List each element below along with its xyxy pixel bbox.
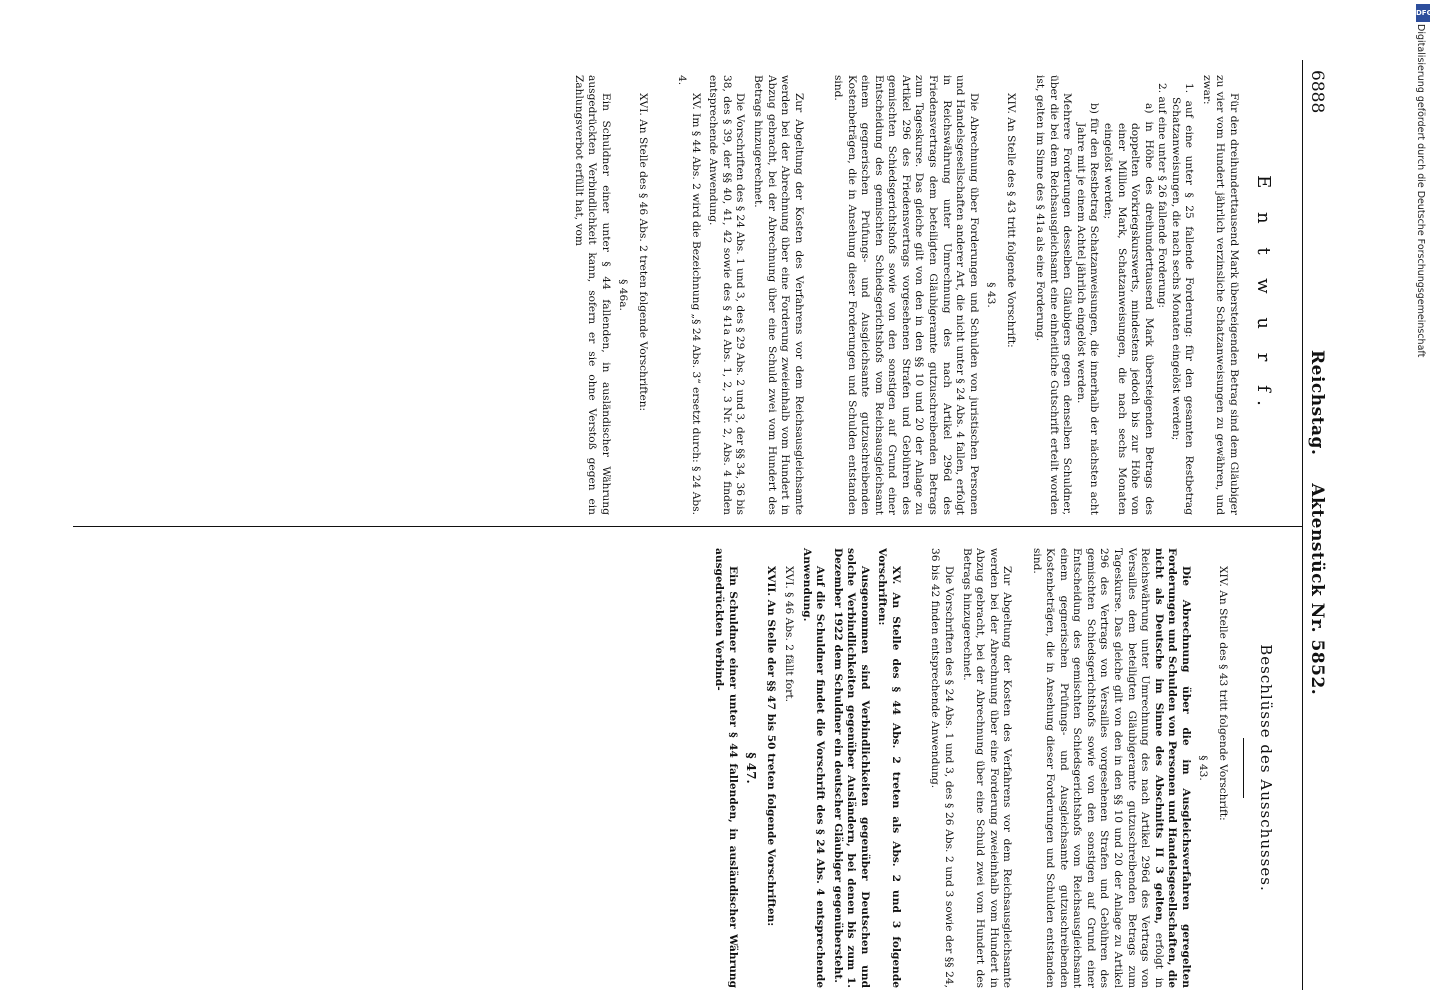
- page-title: [1305, 350, 1327, 695]
- list-subitem: b) für den Restbetrag Schatzanweisungen, die innerhalb der nächsten acht Jahre mit je einem Achtel jährlich eingelöst werden.: [1074, 103, 1101, 515]
- paragraph: XV. Im § 44 Abs. 2 wird die Bezeichnung „§ 24 Abs. 3“ ersetzt durch: § 24 Abs. 4.: [676, 75, 702, 515]
- page-header: [1287, 0, 1327, 1000]
- page-number: 6888: [1307, 70, 1327, 114]
- paragraph: Zur Abgeltung der Kosten des Verfahrens vor dem Reichsausgleichsamte werden bei der Abrechnung über eine Forderung zweieinhalb vom Hundert in Abzug gebracht, bei der Abrechnung über eine Schuld zwei vom Hundert des Betrags hinzugerechnet.: [960, 548, 1014, 988]
- list-item: 1. auf eine unter § 25 fallende Forderung: für den gesamten Restbetrag Schatzanweisungen, die nach sechs Monaten eingelöst werden;: [1169, 83, 1196, 515]
- column-entwurf: [567, 75, 1279, 515]
- paragraph: Ausgenommen sind Verbindlichkeiten gegenüber Deutschen und solche Verbindlichkeiten gegenüber Ausländern, bei denen bis zum 1. Dezember 1922 dem Schuldner ein deutscher Gläubiger gegenübersteht.: [831, 548, 871, 988]
- section-number: § 43.: [1197, 755, 1210, 781]
- document-page: [67, 0, 1367, 1000]
- list-item: 2. auf eine unter § 26 fallende Forderung:: [1156, 83, 1169, 308]
- section-intro: XVII. An Stelle der §§ 47 bis 50 treten folgende Vorschriften:: [765, 566, 778, 927]
- heading-rule: [1243, 738, 1244, 798]
- section-number: § 46a.: [617, 279, 630, 311]
- column-beschluesse: [708, 548, 1280, 988]
- funding-note: Digitalisierung gefördert durch die Deutsche Forschungsgemeinschaft: [1415, 24, 1426, 358]
- paragraph: Die Vorschriften des § 24 Abs. 1 und 3, des § 29 Abs. 2 und 3, der §§ 34, 36 bis 38, des § 39, der §§ 40, 41, 42 sowie des § 41a Abs. 1, 2, 3 Nr. 2, Abs. 4 finden entsprechende Anwendung.: [707, 75, 747, 515]
- section-intro: XV. An Stelle des § 44 Abs. 2 treten als Abs. 2 und 3 folgende Vorschriften:: [876, 548, 902, 988]
- list-subitem: a) in Höhe des dreihunderttausend Mark übersteigenden Betrags des doppelten Vorkriegskurswerts, mindestens jedoch bis zur Höhe von einer Million Mark, Schatzanweisungen, die nach sechs Monaten eingelöst werden;: [1102, 103, 1155, 515]
- paragraph: Die Vorschriften des § 24 Abs. 1 und 3, des § 26 Abs. 2 und 3 sowie der §§ 24, 36 bis 42 finden entsprechende Anwendung.: [929, 548, 955, 988]
- section-intro: XIV. An Stelle des § 43 tritt folgende Vorschrift:: [1004, 93, 1017, 348]
- paragraph-text: erfolgt in Reichswährung unter Umrechnung des nach Artikel 296d des Vertrags von Versailles dem beteiligten Gläubigeramte gutzuschreibenden Betrags zum Tageskurse. Das gleiche gilt von den in den §§ 10 und 20 der Anlage zu Artikel 296 des Vertrags von Versailles vorgesehenen Strafen und Gebühren des gemischten Schiedsgerichtshofs sowie von den sonstigen auf Grund einer Entscheidung des gemischten Schiedsgerichtshofs vom Reichsausgleichsamt einem gegnerischen Prüfungs- und Ausgleichsamte gutzuschreibenden Kostenbeträgen, die in Ansehung dieser Forderungen und Schulden entstanden sind.: [1030, 548, 1165, 989]
- paragraph: [1029, 548, 1192, 988]
- dfg-logo: DFG: [1416, 4, 1430, 22]
- title-reichstag: Reichstag.: [1307, 350, 1327, 456]
- title-aktenstueck: Aktenstück Nr. 5852.: [1307, 483, 1327, 696]
- header-rule: [1302, 60, 1303, 990]
- section-number: § 47.: [743, 752, 758, 784]
- bold-amendment: Die Abrechnung über die im Ausgleichsverfahren geregelten Forderungen und Schulden von Personen und Handelsgesellschaften, die nicht als Deutsche im Sinne des Abschnitts II 3 gelten,: [1152, 548, 1192, 988]
- paragraph: Ein Schuldner einer unter § 44 fallenden, in ausländischer Währung ausgedrückten Verbind-: [713, 548, 739, 988]
- heading-beschluesse: Beschlüsse des Ausschusses.: [1257, 644, 1275, 892]
- paragraph: Für den dreihunderttausend Mark übersteigenden Betrag sind dem Gläubiger zu vier vom Hundert jährlich verzinsliche Schatzanweisungen zu gewähren, und zwar:: [1200, 75, 1240, 515]
- heading-entwurf: E n t w u r f.: [1253, 175, 1274, 415]
- section-number: § 43.: [985, 282, 998, 308]
- paragraph: Mehrere Forderungen desselben Gläubigers gegen denselben Schuldner, über die bei dem Reichsausgleichsamt eine einheitliche Gutschrift erteilt worden ist, gelten im Sinne des § 41a als eine Forderung.: [1034, 75, 1074, 515]
- section-intro: XIV. An Stelle des § 43 tritt folgende Vorschrift:: [1216, 566, 1229, 821]
- paragraph: XVI. § 46 Abs. 2 fällt fort.: [783, 566, 796, 702]
- column-divider: [73, 526, 1303, 527]
- paragraph: Auf die Schuldner findet die Vorschrift des § 24 Abs. 4 entsprechende Anwendung.: [800, 548, 827, 988]
- section-intro: XVI. An Stelle des § 46 Abs. 2 treten folgende Vorschriften:: [636, 93, 649, 412]
- paragraph: Die Abrechnung über Forderungen und Schulden von juristischen Personen und Handelsgesellschaften anderer Art, die nicht unter § 24 Abs. 4 fallen, erfolgt in Reichswährung unter Umrechnung des nach Artikel 296d des Friedensvertrags dem beteiligten Gläubigeramte gutzuschreibenden Betrags zum Tageskurse. Das gleiche gilt von den in den §§ 10 und 20 der Anlage zu Artikel 296 des Friedensvertrags vorgesehenen Strafen und Gebühren des gemischten Schiedsgerichtshofs sowie von den sonstigen auf Grund einer Entscheidung des gemischten Schiedsgerichtshofs vom Reichsausgleichsamt einem gegnerischen Prüfungs- und Ausgleichsamte gutzuschreibenden Kostenbeträgen, die in Ansehung dieser Forderungen und Schulden entstanden sind.: [832, 75, 980, 515]
- digitization-note: [1412, 4, 1432, 704]
- paragraph: Ein Schuldner einer unter § 44 fallenden, in ausländischer Währung ausgedrückten Verbindlichkeit kann, sofern er sie ohne Verstoß gegen ein Zahlungsverbot erfüllt hat, vom: [572, 75, 612, 515]
- paragraph: Zur Abgeltung der Kosten des Verfahrens vor dem Reichsausgleichsamte werden bei der Abrechnung über eine Forderung zweieinhalb vom Hundert in Abzug gebracht, bei der Abrechnung über eine Schuld zwei vom Hundert des Betrags hinzugerechnet.: [752, 75, 805, 515]
